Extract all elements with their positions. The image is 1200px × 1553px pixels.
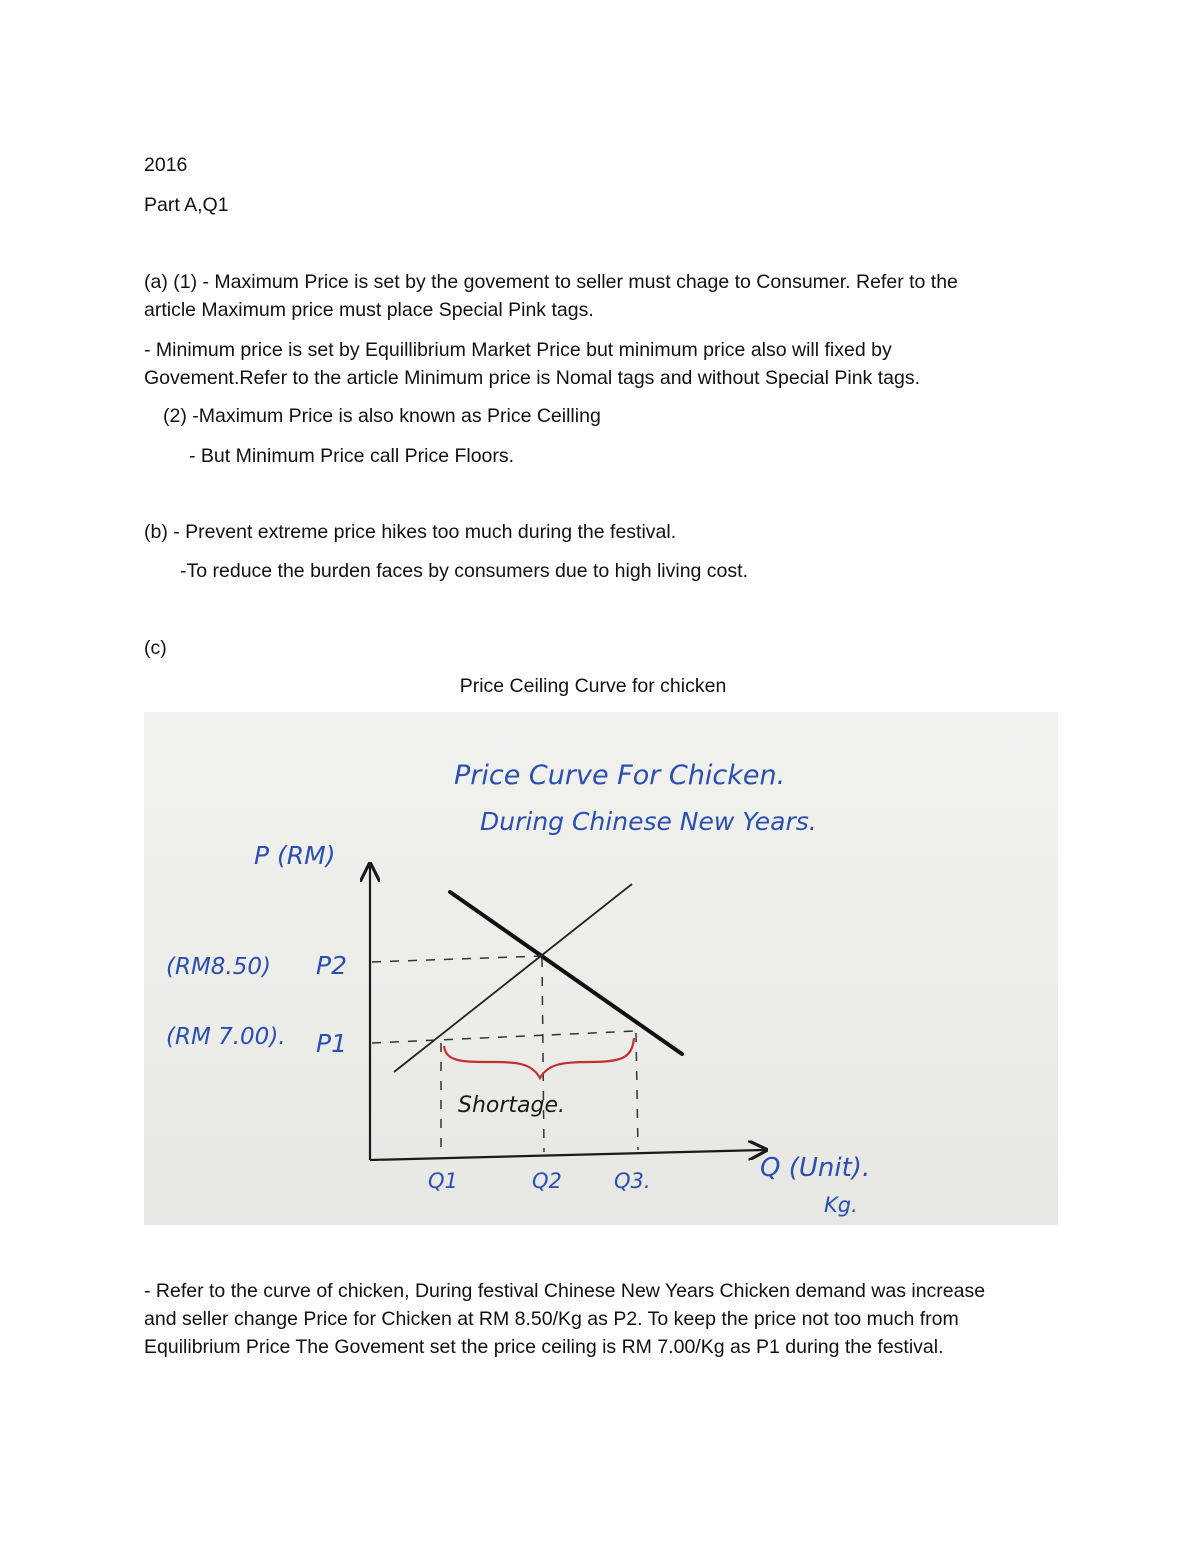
answer-b-line-2: -To reduce the burden faces by consumers due to high living cost. — [180, 560, 748, 582]
p2-label: P2 — [316, 951, 347, 980]
figure-title: Price Ceiling Curve for chicken — [459, 675, 727, 697]
answer-b-line-1: (b) - Prevent extreme price hikes too much during the festival. — [144, 521, 677, 543]
shortage-label: Shortage. — [458, 1093, 566, 1118]
conclusion-line-2: and seller change Price for Chicken at RM 8.50/Kg as P2. To keep the price not too much from — [144, 1308, 959, 1330]
x-axis — [370, 1150, 764, 1160]
answer-c-label: (c) — [144, 637, 167, 659]
year-heading: 2016 — [144, 154, 188, 176]
q2-label: Q2 — [532, 1169, 562, 1193]
answer-a2-line-2: - But Minimum Price call Price Floors. — [189, 445, 515, 467]
part-heading: Part A,Q1 — [144, 194, 229, 216]
answer-a1-line-4: Govement.Refer to the article Minimum price is Nomal tags and without Special Pink tags. — [144, 367, 921, 389]
answer-a1-line-1: (a) (1) - Maximum Price is set by the govement to seller must chage to Consumer. Refer to the — [144, 271, 958, 293]
p1-ceiling-line — [372, 1031, 636, 1043]
q2-guide-line — [542, 958, 544, 1152]
answer-a2-line-1: (2) -Maximum Price is also known as Price Ceilling — [163, 405, 601, 427]
x-axis-unit: Kg. — [824, 1193, 858, 1217]
answer-a1-line-2: article Maximum price must place Special Pink tags. — [144, 299, 594, 321]
q3-guide-line — [636, 1033, 638, 1150]
x-axis-label: Q (Unit). — [760, 1153, 871, 1183]
diagram-sketch — [144, 712, 1058, 1225]
hand-drawn-diagram-photo — [144, 712, 1058, 1225]
q1-label: Q1 — [428, 1169, 458, 1193]
answer-a1-line-3: - Minimum price is set by Equillibrium Market Price but minimum price also will fixed by — [144, 339, 892, 361]
p1-value-label: (RM 7.00). — [166, 1024, 286, 1050]
p1-label: P1 — [316, 1029, 347, 1058]
y-axis-label: P (RM) — [254, 841, 336, 870]
demand-curve — [450, 892, 682, 1054]
conclusion-line-3: Equilibrium Price The Govement set the price ceiling is RM 7.00/Kg as P1 during the festival. — [144, 1336, 944, 1358]
q3-label: Q3. — [614, 1169, 651, 1193]
p2-value-label: (RM8.50) — [166, 954, 271, 980]
sketch-heading-1: Price Curve For Chicken. — [454, 760, 786, 791]
p2-guide-line — [372, 956, 542, 962]
sketch-heading-2: During Chinese New Years. — [480, 807, 817, 836]
supply-curve — [394, 884, 632, 1072]
conclusion-line-1: - Refer to the curve of chicken, During festival Chinese New Years Chicken demand was increase — [144, 1280, 986, 1302]
shortage-brace — [444, 1038, 634, 1078]
